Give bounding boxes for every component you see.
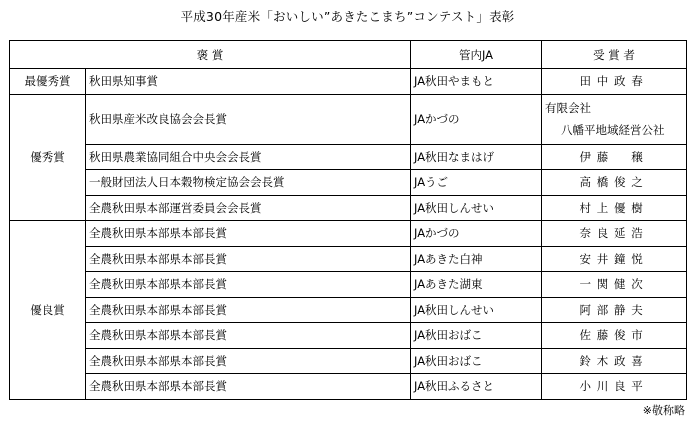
- recipient-line-1: 有限会社: [545, 101, 591, 115]
- category-good: 優良賞: [10, 221, 86, 400]
- recipient-cell: 一関健次: [542, 272, 687, 298]
- ja-cell: JA秋田しんせい: [411, 195, 542, 221]
- recipient-cell: 奈良延浩: [542, 221, 687, 247]
- award-cell: 全農秋田県本部県本部長賞: [86, 297, 411, 323]
- recipient-cell: 田中政春: [542, 69, 687, 95]
- table-row: [10, 69, 687, 95]
- ja-cell: JA秋田なまはげ: [411, 144, 542, 170]
- recipient-cell: [542, 94, 687, 144]
- page-title: 平成30年産米「おいしい”あきたこまち”コンテスト」表彰: [180, 9, 515, 24]
- table-row: [10, 170, 687, 196]
- ja-cell: JAかづの: [411, 221, 542, 247]
- table-row: [10, 374, 687, 400]
- table-row: [10, 195, 687, 221]
- recipient-cell: 小川良平: [542, 374, 687, 400]
- table-row: [10, 297, 687, 323]
- award-cell: 全農秋田県本部県本部長賞: [86, 323, 411, 349]
- recipient-cell: 伊藤 穣: [542, 144, 687, 170]
- award-cell: 全農秋田県本部県本部長賞: [86, 272, 411, 298]
- awards-table: [9, 40, 687, 400]
- award-cell: 秋田県知事賞: [86, 69, 411, 95]
- ja-cell: JA秋田おばこ: [411, 323, 542, 349]
- ja-cell: JA秋田ふるさと: [411, 374, 542, 400]
- header-award: 褒 賞: [10, 41, 411, 69]
- header-ja: 管内JA: [411, 41, 542, 69]
- award-cell: 秋田県農業協同組合中央会会長賞: [86, 144, 411, 170]
- award-cell: 全農秋田県本部運営委員会会長賞: [86, 195, 411, 221]
- category-top: 最優秀賞: [10, 69, 86, 95]
- honorifics-note: ※敬称略: [642, 404, 685, 417]
- award-cell: 全農秋田県本部県本部長賞: [86, 348, 411, 374]
- table-row: [10, 348, 687, 374]
- table-row: [10, 323, 687, 349]
- ja-cell: JAあきた湖東: [411, 272, 542, 298]
- ja-cell: JA秋田やまもと: [411, 69, 542, 95]
- award-cell: 全農秋田県本部県本部長賞: [86, 374, 411, 400]
- category-excellent: 優秀賞: [10, 94, 86, 221]
- ja-cell: JAうご: [411, 170, 542, 196]
- header-recipient: 受 賞 者: [542, 41, 687, 69]
- table-row: [10, 144, 687, 170]
- award-cell: 全農秋田県本部県本部長賞: [86, 221, 411, 247]
- award-cell: 秋田県産米改良協会会長賞: [86, 94, 411, 144]
- recipient-cell: 佐藤俊市: [542, 323, 687, 349]
- recipient-cell: 安井鐘悦: [542, 246, 687, 272]
- table-row: [10, 221, 687, 247]
- ja-cell: JA秋田おばこ: [411, 348, 542, 374]
- ja-cell: JAかづの: [411, 94, 542, 144]
- table-row: [10, 246, 687, 272]
- ja-cell: JA秋田しんせい: [411, 297, 542, 323]
- recipient-cell: 鈴木政喜: [542, 348, 687, 374]
- table-row: [10, 94, 687, 144]
- recipient-cell: 村上優樹: [542, 195, 687, 221]
- ja-cell: JAあきた白神: [411, 246, 542, 272]
- award-cell: 一般財団法人日本穀物検定協会会長賞: [86, 170, 411, 196]
- recipient-cell: 高橋俊之: [542, 170, 687, 196]
- table-row: [10, 272, 687, 298]
- table-header-row: [10, 41, 687, 69]
- recipient-cell: 阿部静夫: [542, 297, 687, 323]
- recipient-line-2: 八幡平地域経営公社: [561, 123, 665, 137]
- award-cell: 全農秋田県本部県本部長賞: [86, 246, 411, 272]
